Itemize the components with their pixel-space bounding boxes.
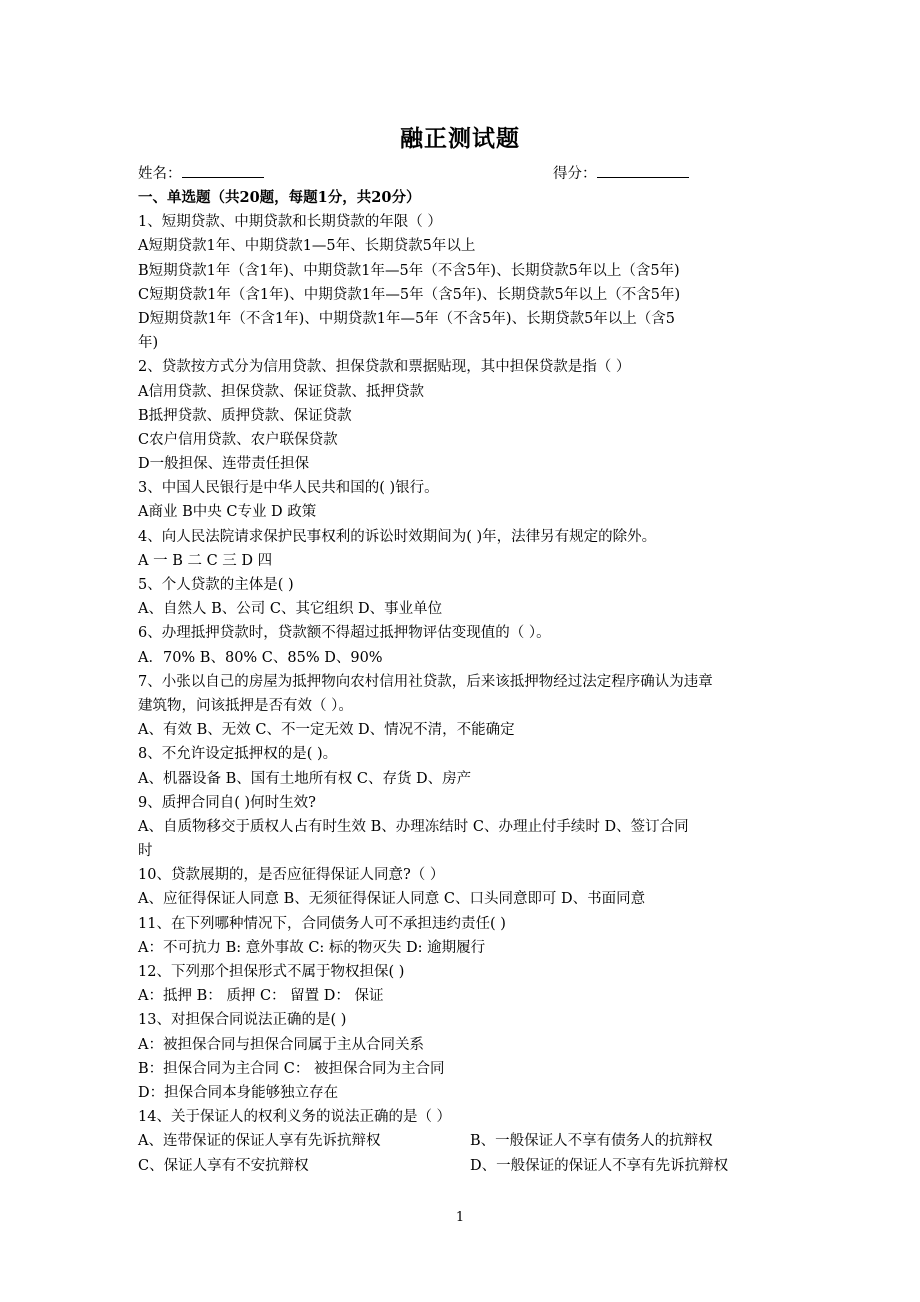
q14-options-row-1 (138, 1129, 788, 1153)
score-blank (597, 162, 689, 178)
text-line: A：被担保合同与担保合同属于主从合同关系 (138, 1036, 424, 1053)
text-line: A：抵押 B： 质押 C： 留置 D： 保证 (138, 988, 384, 1005)
text-line: 时 (138, 843, 153, 860)
q14-option-d: D、一般保证的保证人不享有先诉抗辩权 (470, 1157, 729, 1174)
q14-option-a: A、连带保证的保证人享有先诉抗辩权 (138, 1133, 381, 1150)
text-line: 8、不允许设定抵押权的是( )。 (138, 746, 338, 763)
text-line: A短期贷款1年、中期贷款1—5年、长期贷款5年以上 (138, 238, 476, 255)
text-line: 6、办理抵押贷款时，贷款额不得超过抵押物评估变现值的（ ）。 (138, 625, 551, 642)
q14-option-c: C、保证人享有不安抗辩权 (138, 1157, 309, 1174)
name-field (138, 162, 264, 183)
text-line: 14、关于保证人的权利义务的说法正确的是（ ） (138, 1109, 452, 1126)
text-line: A、自然人 B、公司 C、其它组织 D、事业单位 (138, 601, 443, 618)
text-line: 1、短期贷款、中期贷款和长期贷款的年限（ ） (138, 214, 442, 231)
question-list (138, 186, 788, 1178)
text-line: 12、下列那个担保形式不属于物权担保( ) (138, 964, 405, 980)
page-title: 融正测试题 (400, 125, 520, 152)
text-line: 10、贷款展期的，是否应征得保证人同意?（ ） (138, 867, 445, 884)
text-line: C农户信用贷款、农户联保贷款 (138, 431, 338, 448)
text-line: A、自质物移交于质权人占有时生效 B、办理冻结时 C、办理止付手续时 D、签订合同 (138, 818, 689, 835)
text-line: 7、小张以自己的房屋为抵押物向农村信用社贷款，后来该抵押物经过法定程序确认为违章 (138, 673, 713, 690)
text-line: A．70% B、80% C、85% D、90% (138, 649, 383, 666)
text-line: B：担保合同为主合同 C： 被担保合同为主合同 (138, 1060, 445, 1077)
text-line: D短期贷款1年（不含1年)、中期贷款1年—5年（不含5年)、长期贷款5年以上（含5 (138, 310, 676, 327)
text-line: A：不可抗力 B: 意外事故 C: 标的物灭失 D: 逾期履行 (138, 939, 486, 956)
text-line: A、有效 B、无效 C、不一定无效 D、情况不清，不能确定 (138, 722, 515, 739)
name-blank (182, 162, 264, 178)
page-number: 1 (455, 1210, 465, 1225)
text-line: 年) (138, 335, 159, 352)
q14-option-b: B、一般保证人不享有债务人的抗辩权 (470, 1133, 713, 1150)
text-line: 9、质押合同自( )何时生效? (138, 794, 316, 811)
text-line: D一般担保、连带责任担保 (138, 456, 310, 473)
text-line: 3、中国人民银行是中华人民共和国的( )银行。 (138, 480, 439, 497)
text-line: B短期贷款1年（含1年)、中期贷款1年—5年（不含5年)、长期贷款5年以上（含5年) (138, 262, 680, 279)
q14-options-row-2 (138, 1154, 788, 1178)
name-label: 姓名： (138, 166, 182, 182)
text-line: 11、在下列哪种情况下，合同债务人可不承担违约责任( ) (138, 915, 506, 932)
text-line: 13、对担保合同说法正确的是( ) (138, 1012, 347, 1029)
text-line: 建筑物，问该抵押是否有效（ ）。 (138, 697, 353, 714)
text-line: A、机器设备 B、国有土地所有权 C、存货 D、房产 (138, 770, 472, 787)
text-line: C短期贷款1年（含1年)、中期贷款1年—5年（含5年)、长期贷款5年以上（不含5年) (138, 286, 681, 303)
text-line: A、应征得保证人同意 B、无须征得保证人同意 C、口头同意即可 D、书面同意 (138, 891, 646, 908)
score-label: 得分： (553, 166, 597, 182)
text-line: B抵押贷款、质押贷款、保证贷款 (138, 407, 352, 424)
text-line: A商业 B中央 C专业 D 政策 (138, 504, 317, 521)
text-line: A 一 B 二 C 三 D 四 (138, 552, 273, 569)
score-field (553, 162, 689, 183)
text-line: 4、向人民法院请求保护民事权利的诉讼时效期间为( )年，法律另有规定的除外。 (138, 528, 657, 545)
text-line: 5、个人贷款的主体是( ) (138, 577, 294, 593)
text-line: A信用贷款、担保贷款、保证贷款、抵押贷款 (138, 383, 424, 400)
text-line: 2、贷款按方式分为信用贷款、担保贷款和票据贴现，其中担保贷款是指（ ） (138, 359, 631, 376)
section-heading: 一、单选题（共20题，每题1分，共20分） (138, 189, 421, 206)
text-line: D：担保合同本身能够独立存在 (138, 1084, 339, 1101)
